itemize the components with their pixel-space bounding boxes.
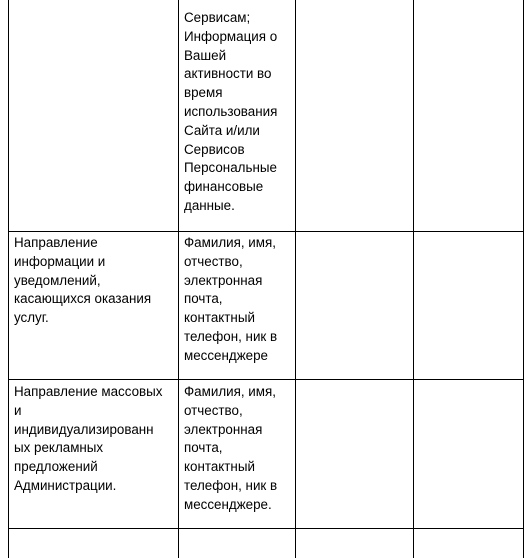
cell-text-line: почта,	[184, 291, 223, 307]
table-border-col2	[295, 0, 296, 558]
cell-text-line: электронная	[184, 272, 263, 288]
cell-text-line: информации и	[14, 253, 106, 269]
cell-text-line: мессенджере	[184, 347, 268, 363]
cell-text-line: Направление	[14, 235, 98, 250]
cell-text-line: мессенджере.	[184, 496, 272, 512]
cell-text-line: и	[14, 402, 22, 418]
cell-text-line: почта,	[184, 440, 223, 456]
table-border-col1	[178, 0, 179, 558]
row-divider-2	[8, 379, 524, 380]
cell-text-line: Фамилия, имя,	[184, 384, 276, 399]
row-divider-1	[8, 231, 524, 232]
cell-text-line: Вашей	[184, 47, 227, 63]
cell-text-line: электронная	[184, 421, 263, 437]
cell-text-line: использования	[184, 104, 278, 119]
data-table	[8, 0, 524, 558]
cell-text-line: индивидуализированн	[14, 421, 154, 437]
cell-text-line: Фамилия, имя,	[184, 235, 276, 250]
cell-text-line: предложений	[14, 459, 98, 475]
cell-text-line: Направление массовых	[14, 384, 163, 399]
cell-text-line: телефон, ник в	[184, 478, 278, 493]
cell-text-line: Информация о	[184, 28, 278, 44]
table-border-left	[8, 0, 9, 558]
table-border-col3	[413, 0, 414, 558]
cell-text-line: Сервисам;	[184, 10, 251, 25]
cell-text-line: финансовые	[184, 179, 264, 195]
cell-text-line: Сайта и/или	[184, 122, 260, 138]
cell-text-line: активности во	[184, 66, 272, 82]
cell-text-line: касающихся оказания	[14, 291, 152, 307]
cell-text-line: контактный	[184, 310, 255, 326]
row-divider-3	[8, 528, 524, 529]
cell-text-line: уведомлений,	[14, 272, 101, 288]
cell-text-line: Сервисов	[184, 141, 245, 157]
cell-text-line: телефон, ник в	[184, 329, 278, 344]
cell-text-line: Персональные	[184, 160, 277, 176]
cell-text-line: контактный	[184, 459, 255, 475]
cell-text-line: отчество,	[184, 402, 243, 418]
cell-text-line: отчество,	[184, 253, 243, 269]
cell-text-line: услуг.	[14, 310, 49, 326]
cell-text-line: Администрации.	[14, 478, 117, 493]
table-border-right	[523, 0, 524, 558]
cell-text-line: ых рекламных	[14, 440, 104, 456]
cell-text-line: время	[184, 85, 223, 101]
cell-text-line: данные.	[184, 198, 235, 213]
